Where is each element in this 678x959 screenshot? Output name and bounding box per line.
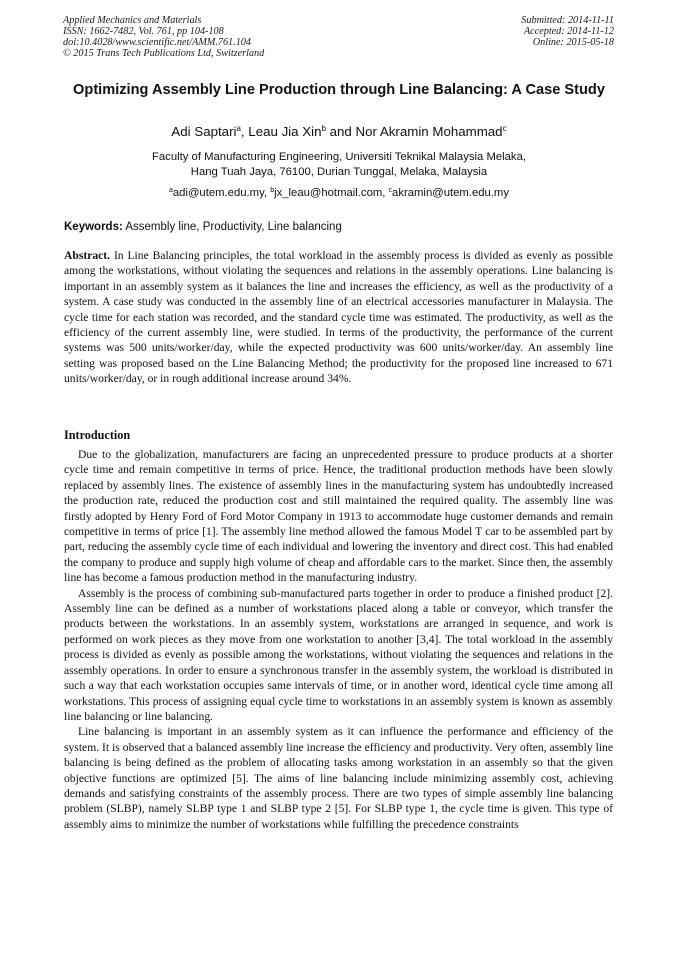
abstract [64, 248, 613, 387]
abstract-text: In Line Balancing principles, the total workload in the assembly process is divided as evenly as possible among the workstations, without violating the sequences and relations in the assembly operations. Line balancing is important in an assembly system as it balances the line and increases the efficiency, as well as the productivity of a system. A case study was conducted in the assembly line of an electrical accessories manufacturer in Malaysia. The cycle time for each station was recorded, and the standard cycle time was estimated. The productivity, as well as the efficiency of the current assembly line, were studied. In terms of the productivity, the performance of the current systems was 500 units/worker/day, while the expected productivity was 600 units/worker/day. An assembly line setting was proposed based on the Line Balancing Method; the productivity for the proposed line increased to 671 units/worker/day, or in rough additional increase around 34%. [64, 249, 613, 386]
email-separator: , [263, 187, 271, 199]
paragraph: Line balancing is important in an assembly system as it can influence the performance and efficiency of the system. It is observed that a balanced assembly line increase the efficiency and productivity. Very often, assembly line balancing is being defined as the problem of allocating tasks among workstation in an assembly so that the given objective functions are optimized [5]. The aims of line balancing include minimizing assembly cost, achieving demands and satisfying constraints of the assembly process. There are two types of simple assembly line balancing problem (SLBP), namely SLBP type 1 and SLBP type 2 [5]. For SLBP type 1, the cycle time is given. This type of assembly aims to minimize the number of workstations while fulfilling the precedence constraints [64, 725, 613, 831]
affiliation-line: Hang Tuah Jaya, 76100, Durian Tunggal, Melaka, Malaysia [190, 165, 488, 178]
email-marker: a [168, 187, 173, 194]
author-marker: b [321, 124, 326, 133]
author-name: Adi Saptari [171, 124, 237, 139]
online-date: Online: 2015-05-18 [532, 37, 614, 48]
author-name: Nor Akramin Mohammad [355, 124, 503, 139]
author-marker: a [236, 124, 241, 133]
submitted-date: Submitted: 2014-11-11 [521, 15, 614, 26]
abstract-label: Abstract. [64, 249, 111, 262]
paragraph: Due to the globalization, manufacturers are facing an unprecedented pressure to produce products at a shorter cycle time and remain competitive in terms of price. Hence, the traditional production methods have been slowly replaced by assembly lines. The existence of assembly lines in the manufacturing system has undoubtedly increased the production rate, reduced the production cost and still maintained the required quality. The assembly line was firstly adopted by Henry Ford of Ford Motor Company in 1913 to accommodate huge customer demands and remain competitive in terms of price [1]. The assembly line method allowed the famous Model T car to be assembled part by part, reducing the assembly cycle time of each individual and lowering the inventory and direct cost. This had enabled the company to produce and supply high volume of cheap and affordable cars to the market. Since then, the assembly line has become a famous production method in the manufacturing industry. [64, 448, 613, 585]
affiliation [60, 150, 618, 179]
journal-name: Applied Mechanics and Materials [63, 15, 202, 26]
paper-title: Optimizing Assembly Line Production through Line Balancing: A Case Study [73, 82, 605, 98]
author-list [60, 124, 618, 140]
email-marker: b [270, 187, 275, 194]
section-heading-introduction: Introduction [64, 428, 131, 442]
doi[interactable]: doi:10.4028/www.scientific.net/AMM.761.104 [63, 37, 251, 48]
email-separator: , [382, 187, 389, 199]
email-link[interactable]: adi@utem.edu.my [172, 187, 264, 199]
keywords-text: Assembly line, Productivity, Line balancing [125, 221, 342, 233]
issn-volume: ISSN: 1662-7482, Vol. 761, pp 104-108 [63, 26, 224, 37]
introduction-body [64, 447, 613, 832]
author-marker: c [502, 124, 507, 133]
accepted-date: Accepted: 2014-11-12 [523, 26, 614, 37]
affiliation-line: Faculty of Manufacturing Engineering, Universiti Teknikal Malaysia Melaka, [151, 151, 527, 163]
copyright: © 2015 Trans Tech Publications Ltd, Switzerland [63, 48, 265, 59]
author-emails [60, 186, 618, 200]
submission-dates [521, 15, 614, 48]
email-link[interactable]: akramin@utem.edu.my [392, 187, 509, 199]
journal-info [63, 15, 264, 59]
email-marker: c [388, 187, 393, 194]
author-name: Leau Jia Xin [248, 124, 322, 139]
email-link[interactable]: jx_leau@hotmail.com [274, 187, 383, 199]
paragraph: Assembly is the process of combining sub-manufactured parts together in order to produce a finished product [2]. Assembly line can be defined as a number of workstations placed along a table or conveyor, which transfer the products between the workstations. In an assembly system, workstations are arranged in sequence, and work is performed on work pieces as they move from one workstation to another [3,4]. The total workload in the assembly process is divided as evenly as possible among the workstations, without violating the sequences and relations in the assembly operations. In order to ensure a synchronous transfer in the assembly system, the workload is distributed in such a way that each workstation occupies same intervals of time, or in another word, identical cycle time among all workstations. This process of assigning equal cycle time to workstations in an assembly system is known as assembly line balancing or line balancing. [64, 586, 613, 723]
keywords-label: Keywords: [64, 221, 123, 233]
keywords [64, 220, 614, 234]
author-separator: and [325, 124, 356, 139]
author-separator: , [240, 124, 249, 139]
